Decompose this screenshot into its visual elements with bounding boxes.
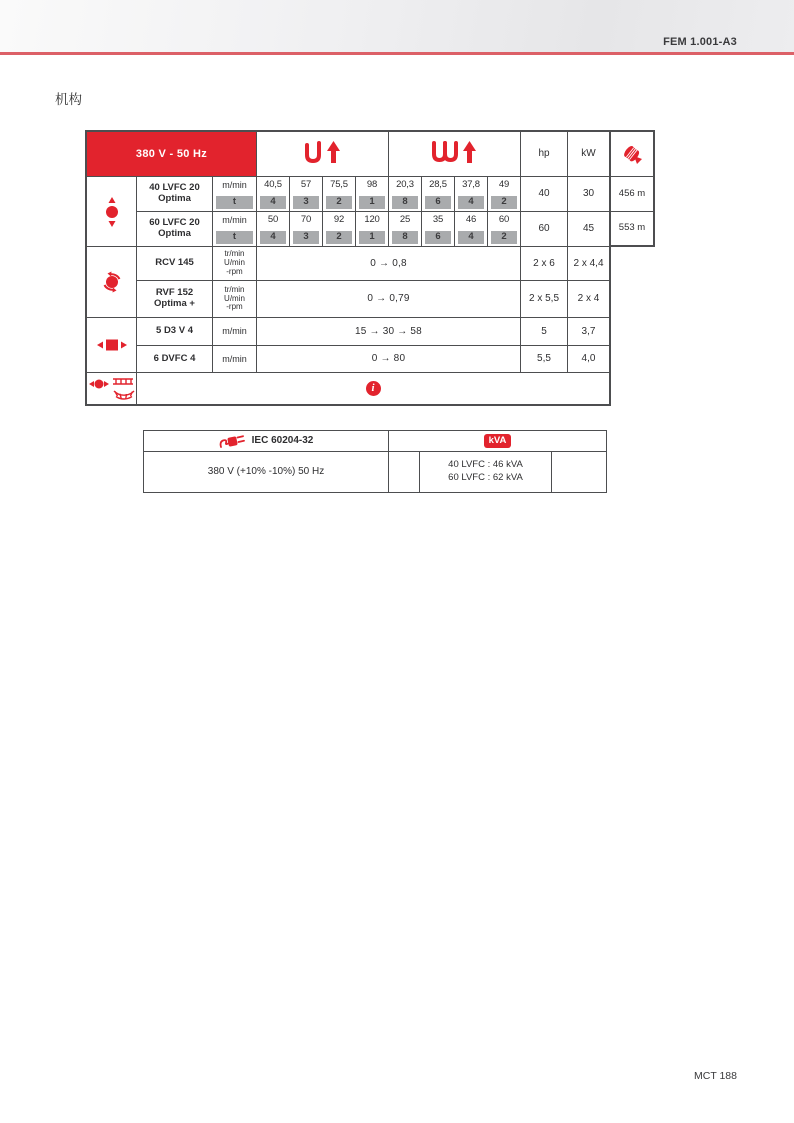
empty-cell [552, 452, 606, 492]
slew-model-rcv145 [137, 247, 213, 281]
kw-value: 2 x 4,4 [568, 247, 609, 281]
trolley-model-5d3v4 [137, 318, 213, 346]
hp-column-header: hp [521, 132, 568, 177]
kva-values-cell [420, 452, 552, 492]
model-name-line: RCV 145 [155, 257, 194, 269]
kva-badge: kVA [484, 434, 512, 447]
slew-model-rvf152 [137, 281, 213, 318]
load-value: 4 [455, 229, 488, 247]
triple-prong-hook-up-icon [430, 141, 480, 167]
trolley-left-right-icon [97, 338, 127, 352]
speed-range: 0 → 0,8 [257, 247, 521, 281]
load-value: 6 [422, 194, 455, 212]
slew-rotation-icon [100, 271, 124, 293]
cable-length-value: 456 m [611, 177, 653, 212]
hp-value: 5 [521, 318, 568, 346]
model-name-line: 5 D3 V 4 [156, 325, 193, 337]
hp-value: 40 [521, 177, 568, 212]
speed-value: 57 [290, 177, 323, 194]
speed-value: 50 [257, 212, 290, 229]
kw-value: 4,0 [568, 346, 609, 373]
unit-cell-load [213, 194, 257, 212]
speed-value: 37,8 [455, 177, 488, 194]
travel-info-cell [137, 373, 609, 404]
hoisting-row-group [87, 177, 137, 247]
model-name-line: Optima [158, 228, 191, 239]
unit-cell: tr/min U/min -rpm [213, 281, 257, 318]
hp-value: 2 x 6 [521, 247, 568, 281]
hp-value: 2 x 5,5 [521, 281, 568, 318]
slewing-row-group [87, 247, 137, 318]
load-unit-label: t [216, 231, 253, 244]
model-name-line: 6 DVFC 4 [153, 352, 196, 364]
unit-cell: m/min [213, 346, 257, 373]
speed-value: 75,5 [323, 177, 356, 194]
speed-value: 28,5 [422, 177, 455, 194]
trolley-row-group [87, 318, 137, 373]
cable-column-header [611, 132, 653, 177]
kw-value: 3,7 [568, 318, 609, 346]
hoist-model-40lvfc20 [137, 177, 213, 212]
hp-value: 60 [521, 212, 568, 247]
load-value: 8 [389, 229, 422, 247]
cable-length-value: 553 m [618, 222, 646, 234]
load-value: 4 [455, 194, 488, 212]
model-name-line: RVF 152 [155, 287, 194, 299]
speed-value: 120 [356, 212, 389, 229]
hoist-up-down-icon [104, 197, 120, 227]
load-value: 2 [323, 194, 356, 212]
kw-value: 45 [568, 212, 609, 247]
hp-value: 5,5 [521, 346, 568, 373]
iec-standard-label: IEC 60204-32 [251, 435, 314, 447]
speed-range: 15 → 30 → 58 [257, 318, 521, 346]
load-value: 1 [356, 194, 389, 212]
unit-cell: tr/min U/min -rpm [213, 247, 257, 281]
load-value: 3 [290, 229, 323, 247]
double-prong-hook-up-icon [302, 141, 344, 167]
document-reference: FEM 1.001-A3 [663, 36, 737, 48]
speed-value: 25 [389, 212, 422, 229]
unit-cell: m/min [213, 212, 257, 229]
load-value: 6 [422, 229, 455, 247]
power-plug-icon [219, 433, 245, 449]
load-value: 8 [389, 194, 422, 212]
unit-cell: m/min [213, 318, 257, 346]
load-value: 2 [488, 229, 521, 247]
load-value: 2 [488, 194, 521, 212]
load-value: 4 [257, 229, 290, 247]
kw-value: 30 [568, 177, 609, 212]
unit-cell: m/min [213, 177, 257, 194]
load-value: 2 [323, 229, 356, 247]
cable-reel-icon [620, 142, 644, 166]
model-name-line: Optima [158, 193, 191, 204]
kw-column-header: kW [568, 132, 609, 177]
speed-range: 0 → 0,79 [257, 281, 521, 318]
speed-value: 98 [356, 177, 389, 194]
load-value: 3 [290, 194, 323, 212]
mechanism-spec-table [85, 130, 611, 406]
load-value: 1 [356, 229, 389, 247]
info-icon: i [366, 381, 381, 396]
kva-value-line: 60 LVFC : 62 kVA [448, 472, 523, 483]
speed-value: 60 [488, 212, 521, 229]
kva-header [389, 431, 606, 452]
kva-value-line: 40 LVFC : 46 kVA [448, 459, 523, 471]
footer-reference: MCT 188 [694, 1070, 737, 1082]
speed-value: 20,3 [389, 177, 422, 194]
double-reeving-header-cell [389, 132, 521, 177]
power-supply-table [143, 430, 607, 493]
speed-value: 46 [455, 212, 488, 229]
speed-value: 40,5 [257, 177, 290, 194]
kw-value: 2 x 4 [568, 281, 609, 318]
speed-value: 92 [323, 212, 356, 229]
trolley-model-6dvfc4 [137, 346, 213, 373]
model-name-line: Optima + [154, 298, 195, 309]
hoist-model-60lvfc20 [137, 212, 213, 247]
iec-standard-header [144, 431, 389, 452]
empty-cell [389, 452, 420, 492]
cable-length-column [611, 130, 655, 247]
supply-voltage-cell: 380 V (+10% -10%) 50 Hz [144, 452, 389, 492]
speed-range: 0 → 80 [257, 346, 521, 373]
travel-on-track-icon [89, 376, 135, 402]
load-value: 4 [257, 194, 290, 212]
load-unit-label: t [216, 196, 253, 209]
travel-row-group [87, 373, 137, 404]
single-reeving-header-cell [257, 132, 389, 177]
speed-value: 35 [422, 212, 455, 229]
model-name-line: 60 LVFC 20 [149, 217, 200, 229]
speed-value: 49 [488, 177, 521, 194]
model-name-line: 40 LVFC 20 [149, 182, 200, 194]
page-title: 机构 [55, 92, 82, 107]
unit-cell-load [213, 229, 257, 247]
speed-value: 70 [290, 212, 323, 229]
voltage-header-cell: 380 V - 50 Hz [87, 132, 257, 177]
